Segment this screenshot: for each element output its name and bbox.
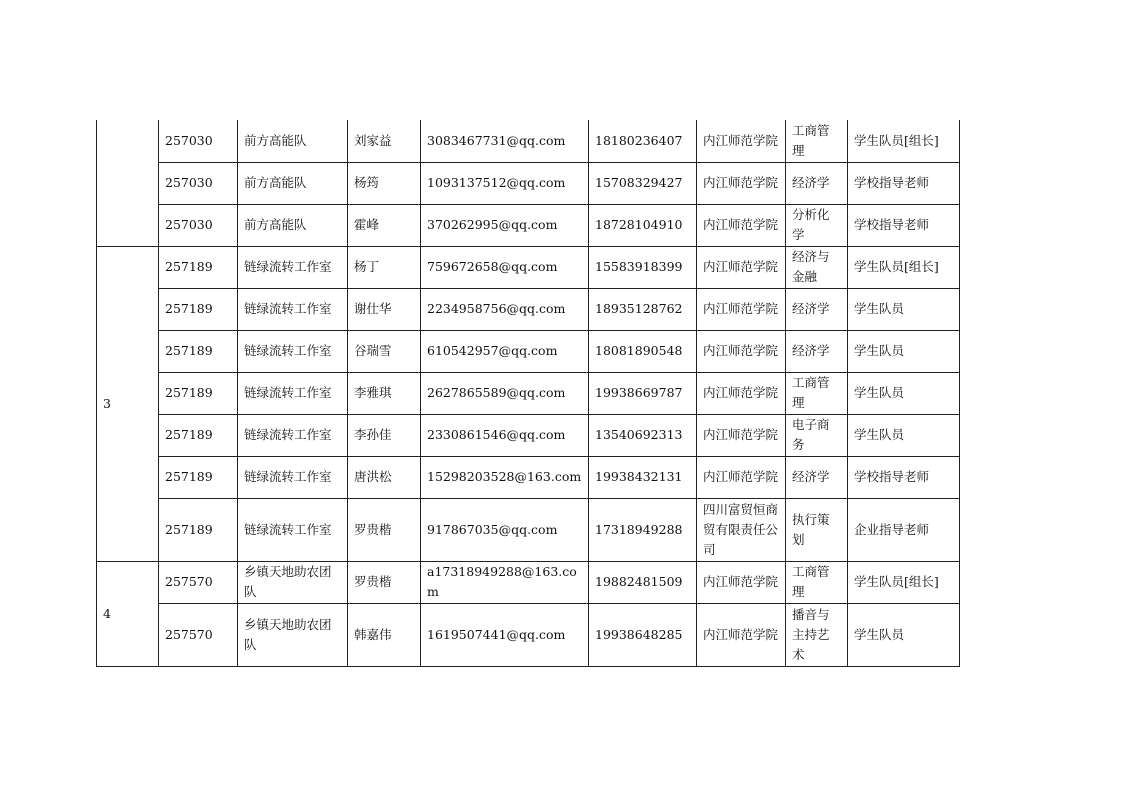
team-roster-table: [96, 120, 960, 667]
table-row: [97, 246, 960, 288]
major-cell: 电子商务: [786, 414, 848, 456]
team-name-cell: 链绿流转工作室: [238, 372, 348, 414]
table-row: [97, 372, 960, 414]
team-id-cell: 257189: [159, 246, 238, 288]
table-row: [97, 561, 960, 603]
phone-cell: 18180236407: [589, 120, 697, 162]
organization-cell: 内江师范学院: [697, 414, 786, 456]
member-name-cell: 罗贵楷: [348, 561, 421, 603]
major-cell: 经济学: [786, 456, 848, 498]
group-number-cell: [97, 120, 159, 246]
table-row: [97, 456, 960, 498]
phone-cell: 19938669787: [589, 372, 697, 414]
roster-body: [97, 120, 960, 666]
major-cell: 工商管理: [786, 561, 848, 603]
team-id-cell: 257189: [159, 330, 238, 372]
organization-cell: 内江师范学院: [697, 603, 786, 666]
team-id-cell: 257189: [159, 414, 238, 456]
table-row: [97, 498, 960, 561]
email-cell: 1093137512@qq.com: [421, 162, 589, 204]
phone-cell: 19882481509: [589, 561, 697, 603]
major-cell: 工商管理: [786, 120, 848, 162]
role-cell: 学生队员: [848, 603, 960, 666]
table-row: [97, 330, 960, 372]
team-id-cell: 257189: [159, 288, 238, 330]
phone-cell: 15708329427: [589, 162, 697, 204]
phone-cell: 15583918399: [589, 246, 697, 288]
organization-cell: 内江师范学院: [697, 456, 786, 498]
major-cell: 播音与主持艺术: [786, 603, 848, 666]
organization-cell: 内江师范学院: [697, 204, 786, 246]
role-cell: 学校指导老师: [848, 162, 960, 204]
team-name-cell: 前方高能队: [238, 120, 348, 162]
member-name-cell: 韩嘉伟: [348, 603, 421, 666]
major-cell: 工商管理: [786, 372, 848, 414]
table-row: [97, 120, 960, 162]
member-name-cell: 唐洪松: [348, 456, 421, 498]
email-cell: 1619507441@qq.com: [421, 603, 589, 666]
team-name-cell: 乡镇天地助农团队: [238, 603, 348, 666]
member-name-cell: 谢仕华: [348, 288, 421, 330]
role-cell: 学生队员[组长]: [848, 246, 960, 288]
member-name-cell: 杨丁: [348, 246, 421, 288]
team-id-cell: 257570: [159, 561, 238, 603]
group-number-cell: 4: [97, 561, 159, 666]
organization-cell: 内江师范学院: [697, 330, 786, 372]
team-name-cell: 链绿流转工作室: [238, 288, 348, 330]
email-cell: 15298203528@163.com: [421, 456, 589, 498]
role-cell: 学校指导老师: [848, 204, 960, 246]
email-cell: 759672658@qq.com: [421, 246, 589, 288]
member-name-cell: 杨筠: [348, 162, 421, 204]
email-cell: a17318949288@163.com: [421, 561, 589, 603]
major-cell: 经济学: [786, 330, 848, 372]
team-id-cell: 257189: [159, 456, 238, 498]
role-cell: 学生队员: [848, 330, 960, 372]
team-name-cell: 链绿流转工作室: [238, 456, 348, 498]
organization-cell: 内江师范学院: [697, 561, 786, 603]
email-cell: 917867035@qq.com: [421, 498, 589, 561]
major-cell: 分析化学: [786, 204, 848, 246]
team-name-cell: 前方高能队: [238, 204, 348, 246]
major-cell: 经济学: [786, 162, 848, 204]
email-cell: 2234958756@qq.com: [421, 288, 589, 330]
team-name-cell: 链绿流转工作室: [238, 414, 348, 456]
email-cell: 2330861546@qq.com: [421, 414, 589, 456]
team-name-cell: 链绿流转工作室: [238, 246, 348, 288]
role-cell: 学校指导老师: [848, 456, 960, 498]
role-cell: 学生队员: [848, 372, 960, 414]
email-cell: 370262995@qq.com: [421, 204, 589, 246]
team-name-cell: 乡镇天地助农团队: [238, 561, 348, 603]
team-id-cell: 257570: [159, 603, 238, 666]
phone-cell: 13540692313: [589, 414, 697, 456]
role-cell: 学生队员: [848, 414, 960, 456]
major-cell: 经济与金融: [786, 246, 848, 288]
organization-cell: 内江师范学院: [697, 162, 786, 204]
member-name-cell: 霍峰: [348, 204, 421, 246]
team-id-cell: 257030: [159, 204, 238, 246]
table-row: [97, 603, 960, 666]
team-id-cell: 257189: [159, 372, 238, 414]
email-cell: 610542957@qq.com: [421, 330, 589, 372]
organization-cell: 内江师范学院: [697, 246, 786, 288]
member-name-cell: 李孙佳: [348, 414, 421, 456]
organization-cell: 内江师范学院: [697, 120, 786, 162]
organization-cell: 四川富贸恒商贸有限责任公司: [697, 498, 786, 561]
role-cell: 企业指导老师: [848, 498, 960, 561]
member-name-cell: 刘家益: [348, 120, 421, 162]
organization-cell: 内江师范学院: [697, 372, 786, 414]
table-row: [97, 162, 960, 204]
role-cell: 学生队员[组长]: [848, 561, 960, 603]
member-name-cell: 李雅琪: [348, 372, 421, 414]
email-cell: 2627865589@qq.com: [421, 372, 589, 414]
role-cell: 学生队员: [848, 288, 960, 330]
member-name-cell: 罗贵楷: [348, 498, 421, 561]
team-name-cell: 前方高能队: [238, 162, 348, 204]
major-cell: 执行策划: [786, 498, 848, 561]
table-row: [97, 414, 960, 456]
phone-cell: 19938432131: [589, 456, 697, 498]
major-cell: 经济学: [786, 288, 848, 330]
team-name-cell: 链绿流转工作室: [238, 498, 348, 561]
email-cell: 3083467731@qq.com: [421, 120, 589, 162]
team-id-cell: 257030: [159, 162, 238, 204]
organization-cell: 内江师范学院: [697, 288, 786, 330]
role-cell: 学生队员[组长]: [848, 120, 960, 162]
phone-cell: 18728104910: [589, 204, 697, 246]
table-row: [97, 288, 960, 330]
table-row: [97, 204, 960, 246]
phone-cell: 17318949288: [589, 498, 697, 561]
phone-cell: 18081890548: [589, 330, 697, 372]
team-id-cell: 257189: [159, 498, 238, 561]
phone-cell: 18935128762: [589, 288, 697, 330]
group-number-cell: 3: [97, 246, 159, 561]
team-id-cell: 257030: [159, 120, 238, 162]
phone-cell: 19938648285: [589, 603, 697, 666]
team-name-cell: 链绿流转工作室: [238, 330, 348, 372]
member-name-cell: 谷瑞雪: [348, 330, 421, 372]
